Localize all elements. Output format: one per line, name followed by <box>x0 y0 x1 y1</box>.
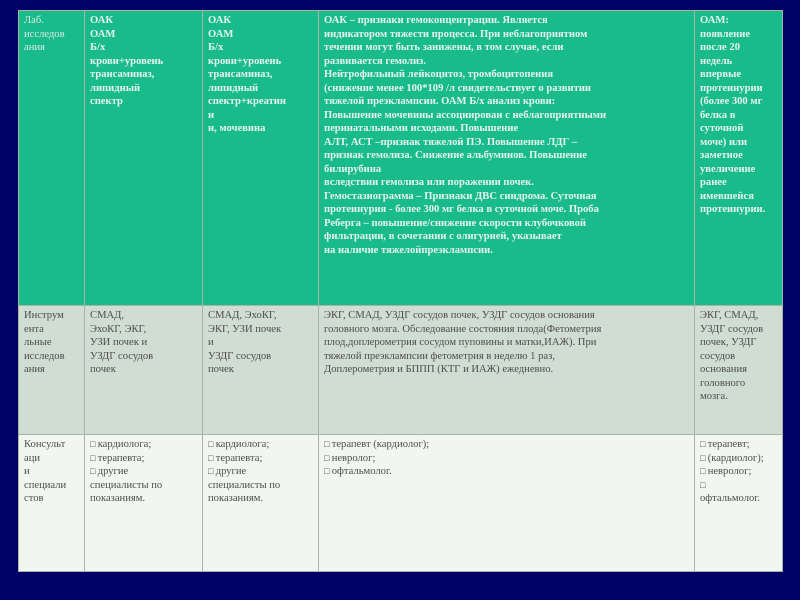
cell-text-line: н, мочевина <box>208 123 266 134</box>
cell-text-line: специали <box>24 479 67 491</box>
cell-text-line: головного <box>700 377 746 389</box>
cell-text-line: специалисты по <box>90 479 163 491</box>
cell-text-line: почек, УЗДГ <box>700 337 757 348</box>
cell-text-line: ЭхоКГ, ЭКГ, <box>90 323 147 335</box>
cell-text-line: ОАМ: <box>700 15 729 26</box>
cell-text-line: после 20 <box>700 42 740 53</box>
cell-text-line: УЗДГ сосудов <box>208 350 272 362</box>
cell-text-line: трансаминаз, <box>208 69 273 80</box>
row-header-cell <box>19 11 85 306</box>
cell-text-line: АЛТ, АСТ –признак тяжелой ПЭ. Повышение ЛДГ – <box>324 136 578 148</box>
cell-text-line: спектр <box>90 96 123 107</box>
checkbox-list-item: □ другие <box>208 465 313 479</box>
table-row-instrumental <box>19 306 783 435</box>
cell-text-line: протеинурия - более 300 мг белка в суточной моче. Проба <box>324 204 599 215</box>
cell-text-line: ОАМ <box>90 28 116 40</box>
cell-text-line: ЭКГ, СМАД, УЗДГ сосудов почек, УЗДГ сосудов основания <box>324 310 595 321</box>
cell-text-line: Доплерометрия и БППП (КТГ и ИАЖ) ежедневно. <box>324 364 554 375</box>
cell-text-line: Лаб. <box>24 15 44 26</box>
cell-text-line: Б/х <box>208 42 224 53</box>
checkbox-list-item: □ другие <box>90 465 197 479</box>
cell-text-line: СМАД, ЭхоКГ, <box>208 310 277 321</box>
cell-text-line: моче) или <box>700 136 748 148</box>
cell-text-line: Нейтрофильный лейкоцитоз, тромбоцитопения <box>324 69 554 80</box>
table-cell <box>319 11 695 306</box>
cell-text-line: исследов <box>24 28 65 40</box>
cell-text-line: УЗИ почек и <box>90 337 148 348</box>
table-cell <box>695 435 783 572</box>
cell-text-line: протеинурии <box>700 82 763 94</box>
cell-text-line: липидный <box>208 82 259 94</box>
cell-text-line: Консульт <box>24 439 66 450</box>
cell-text-line: плод,доплерометрия сосудом пуповины и матки,ИАЖ). При <box>324 337 597 348</box>
cell-text-line: крови+уровень <box>208 55 282 67</box>
cell-text-line: Б/х <box>90 42 106 53</box>
cell-text-line: мозга. <box>700 391 728 402</box>
cell-text-line: липидный <box>90 82 141 94</box>
checkbox-list-item: □ терапевт (кардиолог); <box>324 438 689 452</box>
cell-text-line: (снижение менее 100*109 /л свидетельствует о развитии <box>324 82 592 94</box>
cell-text-line: ента <box>24 323 44 335</box>
checkbox-list-item: □ терапевт; <box>700 438 777 452</box>
checkbox-list-item: □ терапевта; <box>208 452 313 466</box>
cell-text-line: офтальмолог. <box>700 493 761 504</box>
cell-text-line: стов <box>24 493 44 504</box>
checkbox-list-item: □ кардиолога; <box>90 438 197 452</box>
table-cell <box>695 306 783 435</box>
cell-text-line: СМАД, <box>90 310 125 321</box>
cell-text-line: (более 300 мг <box>700 96 763 107</box>
table-cell <box>203 11 319 306</box>
cell-text-line: белка в <box>700 109 736 121</box>
table-row-lab-tests <box>19 11 783 306</box>
checkbox-list-item: □ терапевта; <box>90 452 197 466</box>
cell-text-line: спектр+креатин <box>208 96 287 107</box>
cell-text-line: УЗДГ сосудов <box>700 323 764 335</box>
cell-text-line: фильтрации, в сочетании с олигурией, указывает <box>324 231 562 242</box>
cell-text-line: ания <box>24 42 45 53</box>
cell-text-line: течении могут быть занижены, в том случае, если <box>324 42 564 53</box>
cell-text-line: ОАК <box>208 15 232 26</box>
cell-text-line: специалисты по <box>208 479 281 491</box>
cell-text-line: Реберга – повышение/снижение скорости клубочковой <box>324 217 587 229</box>
cell-text-line: ЭКГ, СМАД, <box>700 310 759 321</box>
clinical-table <box>18 10 783 572</box>
cell-text-line: показаниям. <box>208 493 264 504</box>
cell-text-line: впервые <box>700 69 742 80</box>
cell-text-line: исследов <box>24 350 65 362</box>
cell-text-line: ОАК <box>90 15 114 26</box>
table-cell <box>319 435 695 572</box>
row-header-cell <box>19 306 85 435</box>
cell-text-line: билирубина <box>324 163 382 175</box>
cell-text-line: имевшейся <box>700 190 754 202</box>
checkbox-list-item: □ невролог; <box>324 452 689 466</box>
cell-text-line: индикатором тяжести процесса. При неблагоприятном <box>324 28 588 40</box>
cell-text-line: показаниям. <box>90 493 146 504</box>
cell-text-line: недель <box>700 55 733 67</box>
cell-text-line: протеинурии. <box>700 204 766 215</box>
cell-text-line: сосудов <box>700 350 736 362</box>
cell-text-line: и <box>208 337 214 348</box>
cell-text-line: увеличение <box>700 163 756 175</box>
cell-text-line: появление <box>700 28 751 40</box>
checkbox-list-item: □ невролог; <box>700 465 777 479</box>
cell-text-line: ЭКГ, УЗИ почек <box>208 323 282 335</box>
cell-text-line: ОАК – признаки гемоконцентрации. Является <box>324 15 548 26</box>
cell-text-line: УЗДГ сосудов <box>90 350 154 362</box>
cell-text-line: льные <box>24 337 52 348</box>
table-cell <box>695 11 783 306</box>
cell-text-line: аци <box>24 452 41 464</box>
cell-text-line: головного мозга. Обследование состояния плода(Фетометрия <box>324 323 602 335</box>
cell-text-line: ания <box>24 364 45 375</box>
cell-text-line: развивается гемолиз. <box>324 55 426 67</box>
checkbox-list-item: □ кардиолога; <box>208 438 313 452</box>
cell-text-line: Гемостазиограмма – Признаки ДВС синдрома. Суточная <box>324 190 597 202</box>
table-cell <box>203 306 319 435</box>
table-row-consultations <box>19 435 783 572</box>
cell-text-line: перинатальными исходами. Повышение <box>324 123 519 134</box>
table-cell <box>85 435 203 572</box>
cell-text-line: основания <box>700 364 748 375</box>
cell-text-line: заметное <box>700 150 743 161</box>
checkbox-list-item <box>700 479 777 493</box>
table-cell <box>203 435 319 572</box>
cell-text-line: на наличие тяжелойпреэклампсии. <box>324 244 493 256</box>
cell-text-line: и <box>24 466 30 477</box>
cell-text-line: крови+уровень <box>90 55 164 67</box>
cell-text-line: н <box>208 109 215 121</box>
cell-text-line: Инструм <box>24 310 64 321</box>
cell-text-line: признак гемолиза. Снижение альбуминов. Повышение <box>324 150 587 161</box>
cell-text-line: тяжелой преэклампсии. ОАМ Б/х анализ крови: <box>324 96 556 107</box>
cell-text-line: суточной <box>700 123 744 134</box>
cell-text-line: вследствии гемолиза или поражении почек. <box>324 177 534 188</box>
cell-text-line: почек <box>208 364 234 375</box>
cell-text-line: трансаминаз, <box>90 69 155 80</box>
cell-text-line: Повышение мочевины ассоциирован с неблагоприятными <box>324 109 607 121</box>
cell-text-line: ОАМ <box>208 28 234 40</box>
table-cell <box>85 11 203 306</box>
row-header-cell <box>19 435 85 572</box>
checkbox-list-item: □ офтальмолог. <box>324 465 689 479</box>
cell-text-line: тяжелой преэклампсии фетометрия в неделю 1 раз, <box>324 350 555 362</box>
cell-text-line: ранее <box>700 177 727 188</box>
table-cell <box>319 306 695 435</box>
checkbox-list-item: □ (кардиолог); <box>700 452 777 466</box>
table-cell <box>85 306 203 435</box>
cell-text-line: почек <box>90 364 116 375</box>
